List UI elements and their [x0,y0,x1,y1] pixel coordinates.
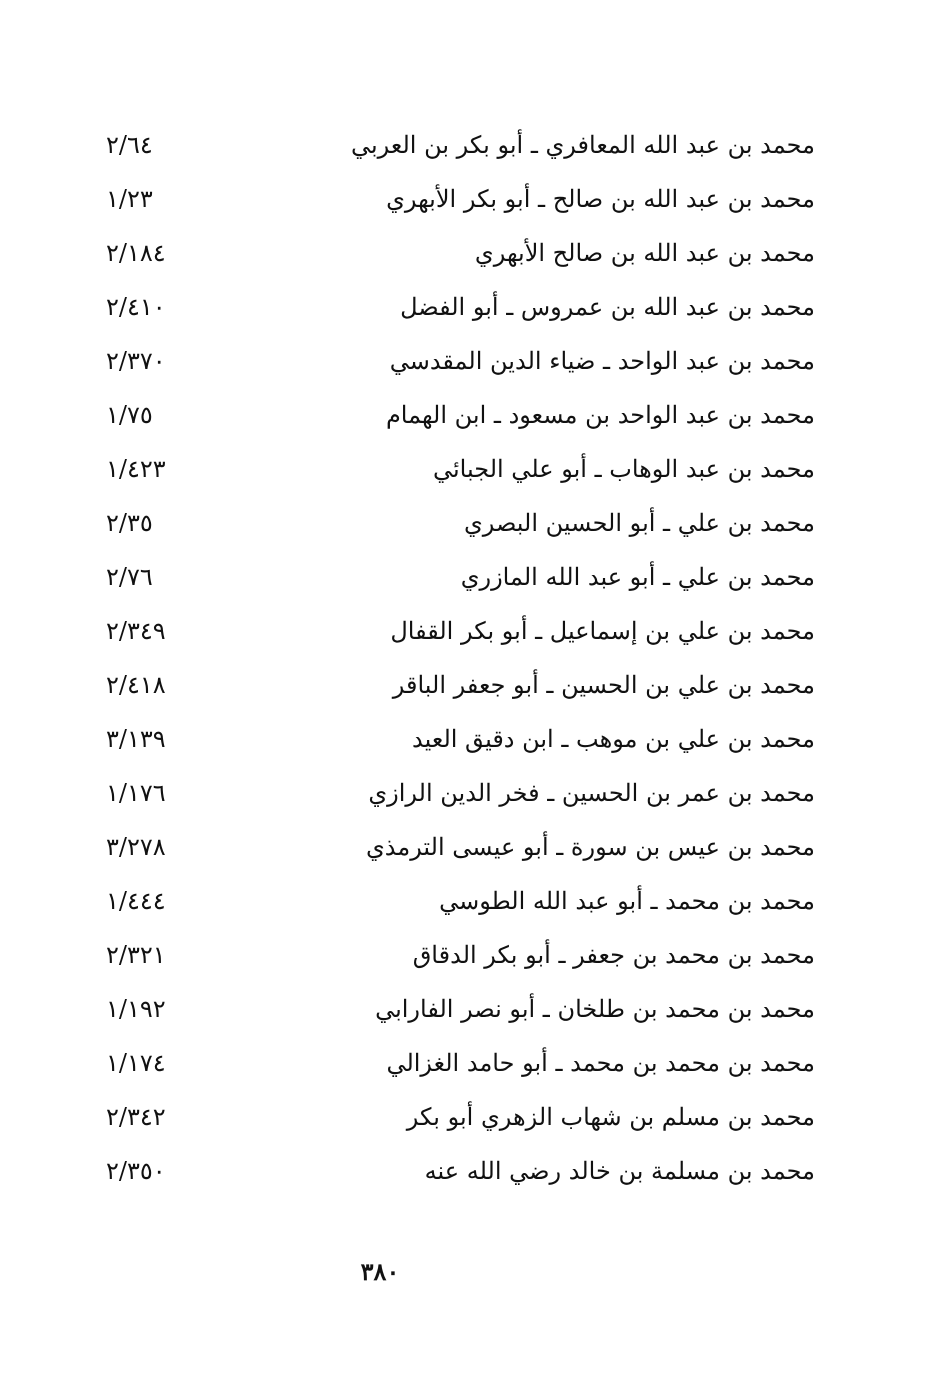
index-entry [100,658,815,712]
entry-reference: ٢/٣٧٠ [106,347,166,375]
index-entry [100,226,815,280]
entry-reference: ٢/٣٥٠ [106,1157,166,1185]
entry-name: محمد بن مسلمة بن خالد رضي الله عنه [424,1157,815,1185]
entry-reference: ٢/٣٤٢ [106,1103,166,1131]
index-entry [100,118,815,172]
index-entry [100,172,815,226]
index-entry [100,1036,815,1090]
entry-reference: ٣/٢٧٨ [106,833,166,861]
entry-reference: ٢/٧٦ [106,563,153,591]
entry-reference: ١/١٧٦ [106,779,166,807]
entry-reference: ٢/٣٢١ [106,941,166,969]
index-entry [100,496,815,550]
entry-name: محمد بن عبد الواحد بن مسعود ـ ابن الهمام [385,401,815,429]
entry-reference: ٢/٤١٠ [106,293,166,321]
entry-name: محمد بن علي ـ أبو الحسين البصري [463,509,815,537]
entry-name: محمد بن عبد الله بن صالح الأبهري [474,239,815,267]
entry-name: محمد بن علي ـ أبو عبد الله المازري [460,563,815,591]
index-entry [100,334,815,388]
entry-reference: ٢/٣٥ [106,509,153,537]
name-index-list [100,118,815,1198]
entry-reference: ٢/٣٤٩ [106,617,166,645]
entry-name: محمد بن محمد ـ أبو عبد الله الطوسي [439,887,815,915]
entry-reference: ١/١٩٢ [106,995,166,1023]
entry-name: محمد بن عبد الواحد ـ ضياء الدين المقدسي [389,347,815,375]
entry-name: محمد بن محمد بن جعفر ـ أبو بكر الدقاق [412,941,815,969]
entry-name: محمد بن محمد بن محمد ـ أبو حامد الغزالي [386,1049,815,1077]
entry-name: محمد بن علي بن موهب ـ ابن دقيق العيد [412,725,815,753]
entry-reference: ١/١٧٤ [106,1049,166,1077]
entry-reference: ٢/٦٤ [106,131,153,159]
entry-name: محمد بن علي بن إسماعيل ـ أبو بكر القفال [390,617,815,645]
entry-reference: ١/٢٣ [106,185,153,213]
entry-name: محمد بن مسلم بن شهاب الزهري أبو بكر [406,1103,815,1131]
page-number: ٣٨٠ [360,1257,400,1286]
index-entry [100,280,815,334]
index-entry [100,388,815,442]
entry-reference: ٢/١٨٤ [106,239,166,267]
index-entry [100,604,815,658]
index-entry [100,820,815,874]
index-entry [100,982,815,1036]
entry-name: محمد بن عبد الله بن عمروس ـ أبو الفضل [400,293,815,321]
entry-reference: ١/٧٥ [106,401,153,429]
index-entry [100,766,815,820]
index-entry [100,1144,815,1198]
entry-name: محمد بن عمر بن الحسين ـ فخر الدين الرازي [368,779,815,807]
index-entry [100,550,815,604]
entry-name: محمد بن علي بن الحسين ـ أبو جعفر الباقر [392,671,815,699]
entry-reference: ٣/١٣٩ [106,725,166,753]
index-entry [100,1090,815,1144]
entry-name: محمد بن عيس بن سورة ـ أبو عيسى الترمذي [365,833,815,861]
index-entry [100,712,815,766]
index-entry [100,874,815,928]
entry-reference: ٢/٤١٨ [106,671,166,699]
index-entry [100,928,815,982]
entry-name: محمد بن محمد بن طلخان ـ أبو نصر الفارابي [375,995,815,1023]
entry-name: محمد بن عبد الله المعافري ـ أبو بكر بن العربي [350,131,815,159]
index-entry [100,442,815,496]
entry-reference: ١/٤٤٤ [106,887,166,915]
entry-name: محمد بن عبد الله بن صالح ـ أبو بكر الأبهري [386,185,815,213]
entry-reference: ١/٤٢٣ [106,455,166,483]
entry-name: محمد بن عبد الوهاب ـ أبو علي الجبائي [432,455,815,483]
